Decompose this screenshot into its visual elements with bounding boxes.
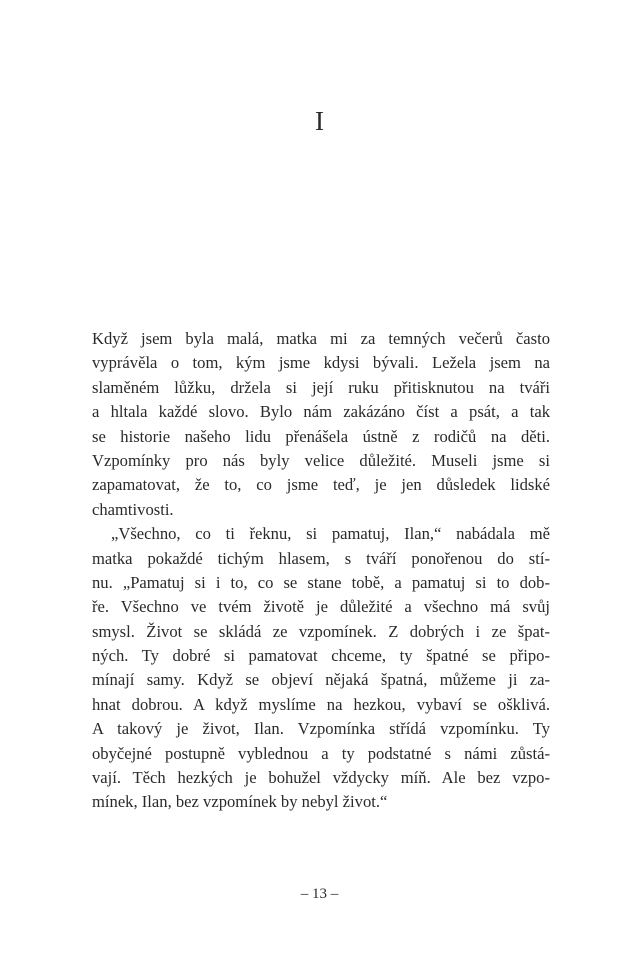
text-line: hnat dobrou. A když myslíme na hezkou, vybaví se ošklivá. [92,694,550,714]
text-line: a hltala každé slovo. Bylo nám zakázáno číst a psát, a tak [92,402,550,422]
text-line: A takový je život, Ilan. Vzpomínka střídá vzpomínku. Ty [92,719,550,739]
text-line: „Všechno, co ti řeknu, si pamatuj, Ilan,“ nabádala mě [111,524,550,544]
text-line: nu. „Pamatuj si i to, co se stane tobě, a pamatuj si to dob- [92,572,550,592]
text-line: zapamatovat, že to, co jsme teď, je jen důsledek lidské [92,475,550,495]
body-text [92,327,550,815]
text-line: se historie našeho lidu přenášela ústně z rodičů na děti. [92,426,550,446]
text-line: Vzpomínky pro nás byly velice důležité. Museli jsme si [92,450,550,470]
text-line: mínek, Ilan, bez vzpomínek by nebyl život.“ [92,792,388,812]
page-number: – 13 – [300,886,339,902]
chapter-title: I [315,106,324,137]
text-line: matka pokaždé tichým hlasem, s tváří ponořenou do stí- [92,548,550,568]
text-line: ných. Ty dobré si pamatovat chceme, ty špatné se připo- [92,646,550,666]
paragraph-2 [92,522,550,815]
text-line: chamtivosti. [92,499,174,519]
text-line: obyčejné postupně vyblednou a ty podstatné s námi zůstá- [92,743,550,763]
text-line: vají. Těch hezkých je bohužel vždycky míň. Ale bez vzpo- [92,768,550,788]
text-line: vyprávěla o tom, kým jsme kdysi bývali. Ležela jsem na [92,353,550,373]
text-line: ře. Všechno ve tvém životě je důležité a všechno má svůj [92,597,550,617]
paragraph-1 [92,327,550,522]
text-line: mínají samy. Když se objeví nějaká špatná, můžeme ji za- [92,670,550,690]
text-line: slaměném lůžku, držela si její ruku přitisknutou na tváři [92,377,550,397]
text-line: smysl. Život se skládá ze vzpomínek. Z dobrých i ze špat- [92,621,550,641]
text-line: Když jsem byla malá, matka mi za temných večerů často [92,329,550,348]
